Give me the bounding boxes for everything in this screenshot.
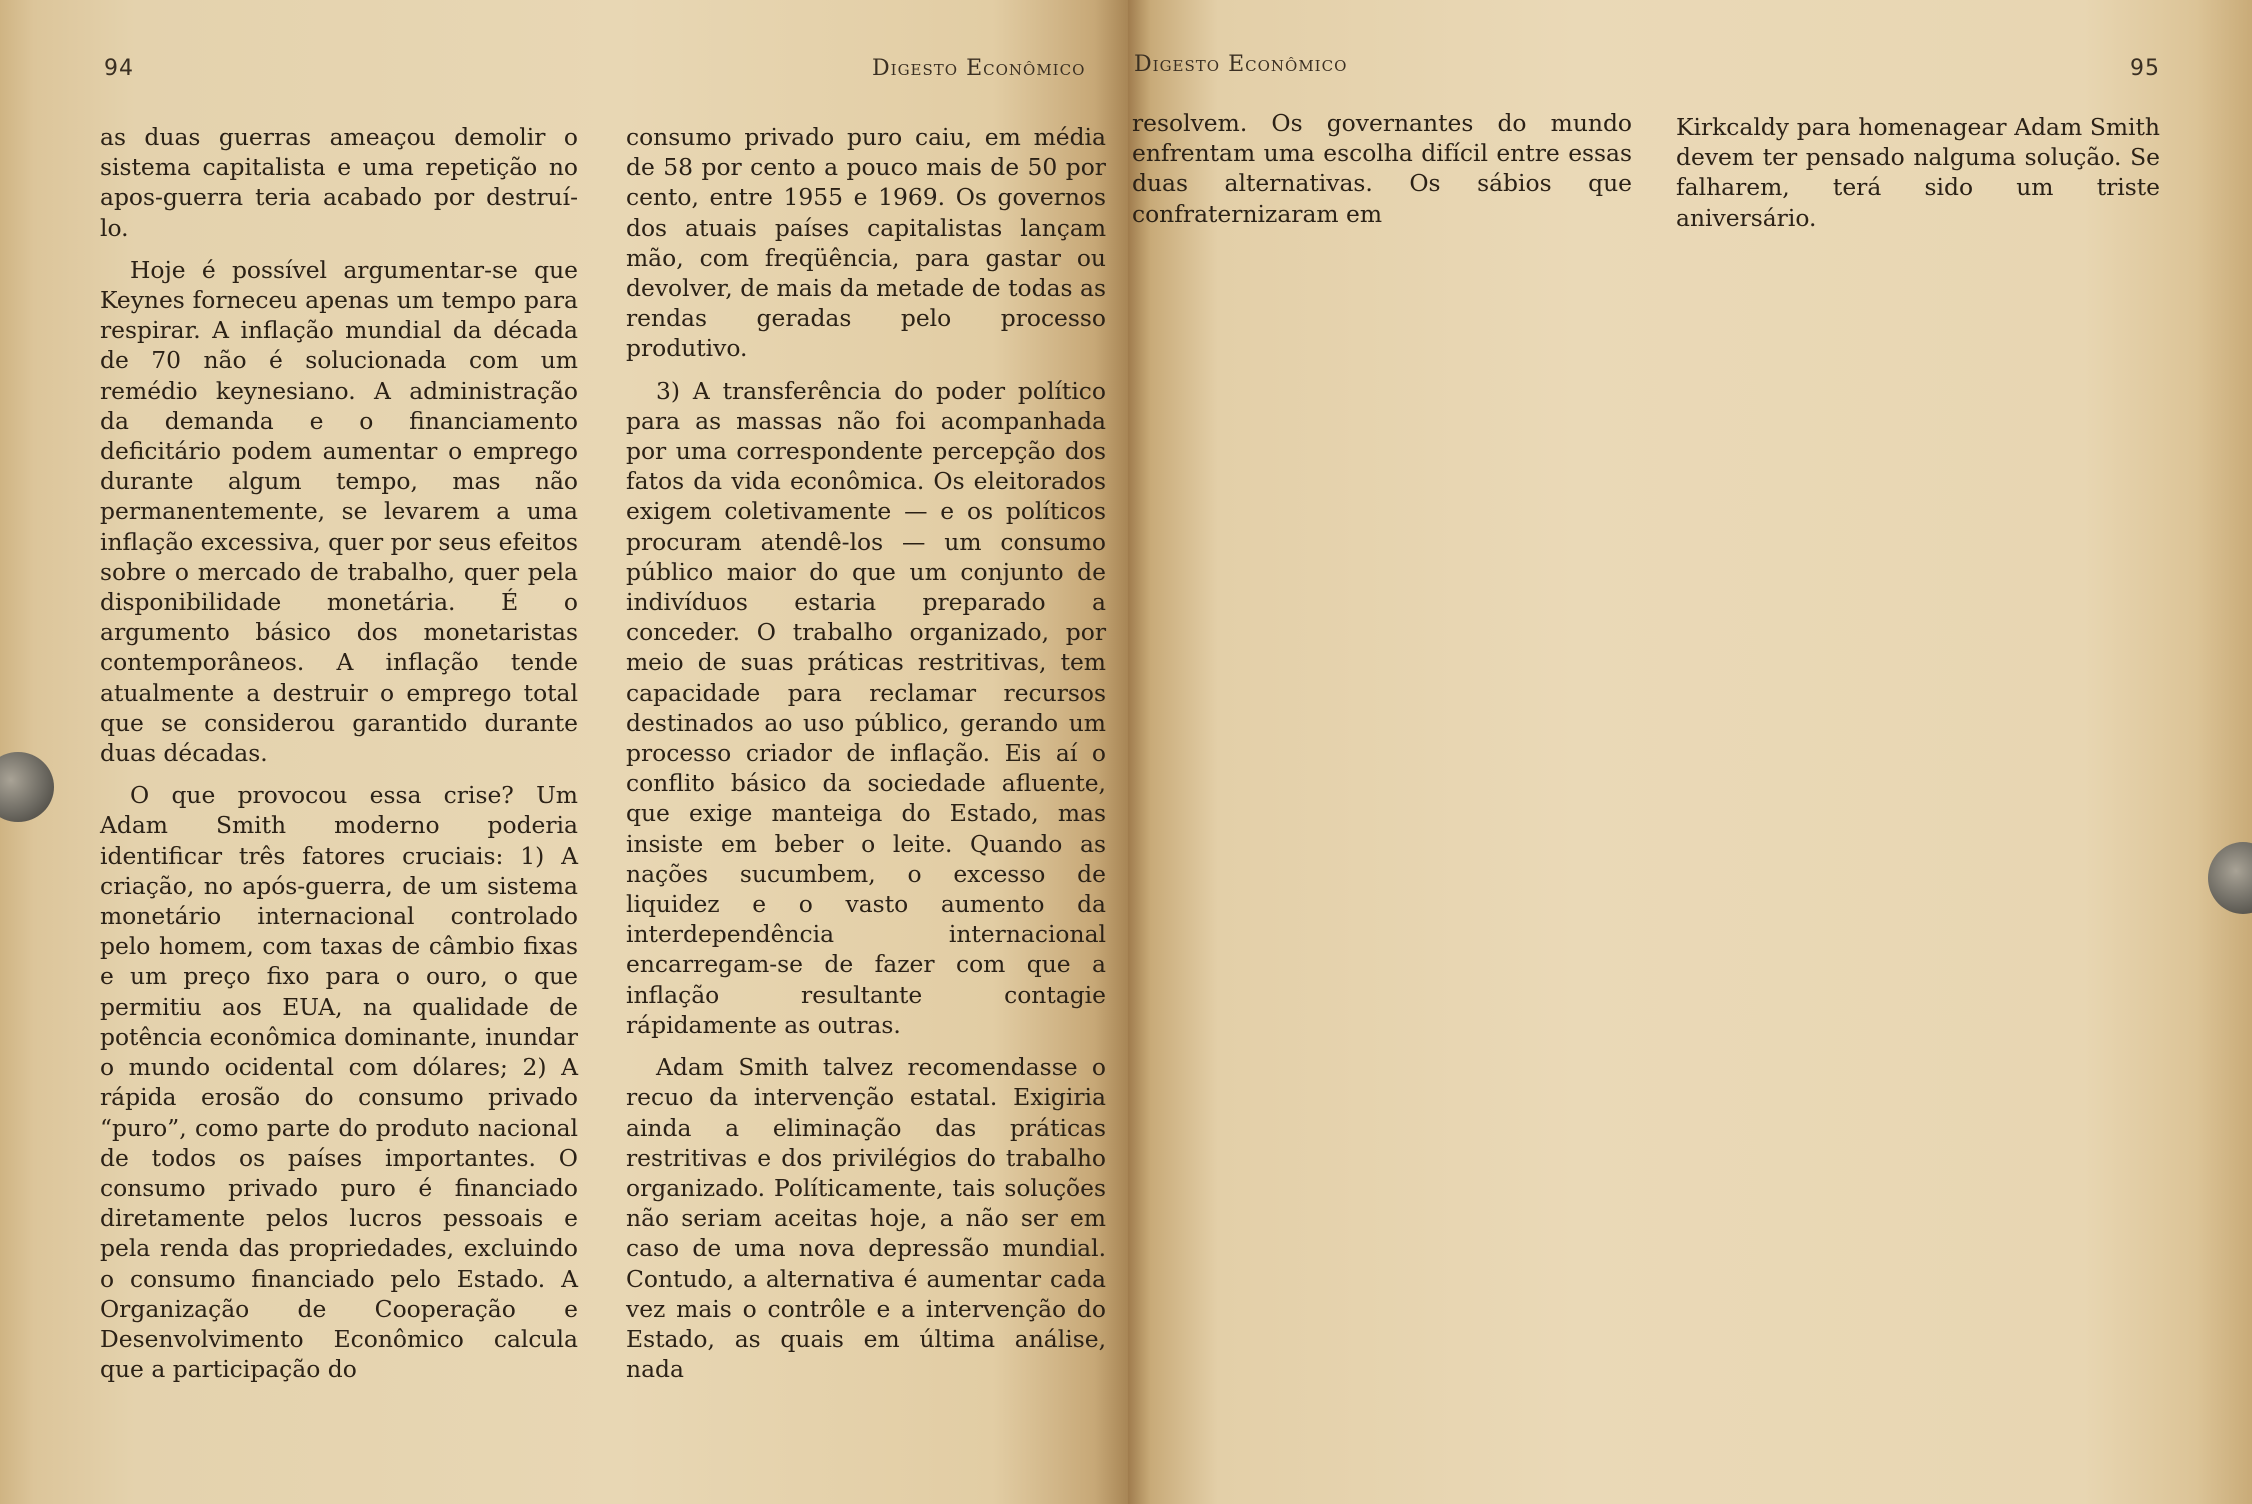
paragraph: Hoje é possível argumentar-se que Keynes forneceu apenas um tempo para respirar. A inflação mundial da década de 70 não é solucionada com um remédio keynesiano. A administração da demanda e o financiamento deficitário podem aumentar o emprego durante algum tempo, mas não permanentemente, se levarem a uma inflação excessiva, quer por seus efeitos sobre o mercado de trabalho, quer pela disponibilidade monetária. É o argumento básico dos monetaristas contemporâneos. A inflação tende atualmente a destruir o emprego total que se considerou garantido durante duas décadas. bbox=[100, 255, 578, 768]
left-page-column-1 bbox=[100, 122, 578, 1384]
paragraph: resolvem. Os governantes do mundo enfrentam uma escolha difícil entre essas duas alternativas. Os sábios que confraternizaram em bbox=[1132, 109, 1632, 228]
right-page-column-2 bbox=[1676, 112, 2160, 233]
paragraph: consumo privado puro caiu, em média de 58 por cento a pouco mais de 50 por cento, entre 1955 e 1969. Os governos dos atuais países capitalistas lançam mão, com freqüência, para gastar ou devolver, de mais da metade de todas as rendas geradas pelo processo produtivo. bbox=[626, 123, 1106, 363]
index-tab-marker bbox=[0, 752, 54, 822]
paragraph: Adam Smith talvez recomendasse o recuo da intervenção estatal. Exigiria ainda a eliminação das práticas restritivas e dos privilégios do trabalho organizado. Políticamente, tais soluções não seriam aceitas hoje, a não ser em caso de uma nova depressão mundial. Contudo, a alternativa é aumentar cada vez mais o contrôle e a intervenção do Estado, as quais em última análise, nada bbox=[626, 1053, 1106, 1384]
paragraph: O que provocou essa crise? Um Adam Smith moderno poderia identificar três fatores cruciais: 1) A criação, no após-guerra, de um sistema monetário internacional controlado pelo homem, com taxas de câmbio fixas e um preço fixo para o ouro, o que permitiu aos EUA, na qualidade de potência econômica dominante, inundar o mundo ocidental com dólares; 2) A rápida erosão do consumo privado “puro”, como parte do produto nacional de todos os países importantes. O consumo privado puro é financiado diretamente pelos lucros pessoais e pela renda das propriedades, excluindo o consumo financiado pelo Estado. A Organização de Cooperação e Desenvolvimento Econômico calcula que a participação do bbox=[100, 781, 578, 1384]
paragraph: Kirkcaldy para homenagear Adam Smith devem ter pensado nalguma solução. Se falharem, terá sido um triste aniversário. bbox=[1676, 113, 2160, 232]
index-tab-marker bbox=[2208, 842, 2252, 914]
right-page bbox=[1128, 0, 2252, 1504]
paragraph: 3) A transferência do poder político para as massas não foi acompanhada por uma correspondente percepção dos fatos da vida econômica. Os eleitorados exigem coletivamente — e os políticos procuram atendê-los — um consumo público maior do que um conjunto de indivíduos estaria preparado a conceder. O trabalho organizado, por meio de suas práticas restritivas, tem capacidade para reclamar recursos destinados ao uso público, gerando um processo criador de inflação. Eis aí o conflito básico da sociedade afluente, que exige manteiga do Estado, mas insiste em beber o leite. Quando as nações sucumbem, o excesso de liquidez e o vasto aumento da interdependência internacional encarregam-se de fazer com que a inflação resultante contagie rápidamente as outras. bbox=[626, 376, 1106, 1039]
page-number-left: 94 bbox=[104, 56, 134, 81]
running-head-right: Digesto Econômico bbox=[1134, 52, 1348, 77]
page-number-right: 95 bbox=[2130, 56, 2160, 81]
right-page-column-1 bbox=[1132, 108, 1632, 229]
paragraph: as duas guerras ameaçou demolir o sistema capitalista e uma repetição no apos-guerra teria acabado por destruí-lo. bbox=[100, 123, 578, 242]
running-head-left: Digesto Econômico bbox=[872, 56, 1086, 81]
left-page-column-2 bbox=[626, 122, 1106, 1384]
